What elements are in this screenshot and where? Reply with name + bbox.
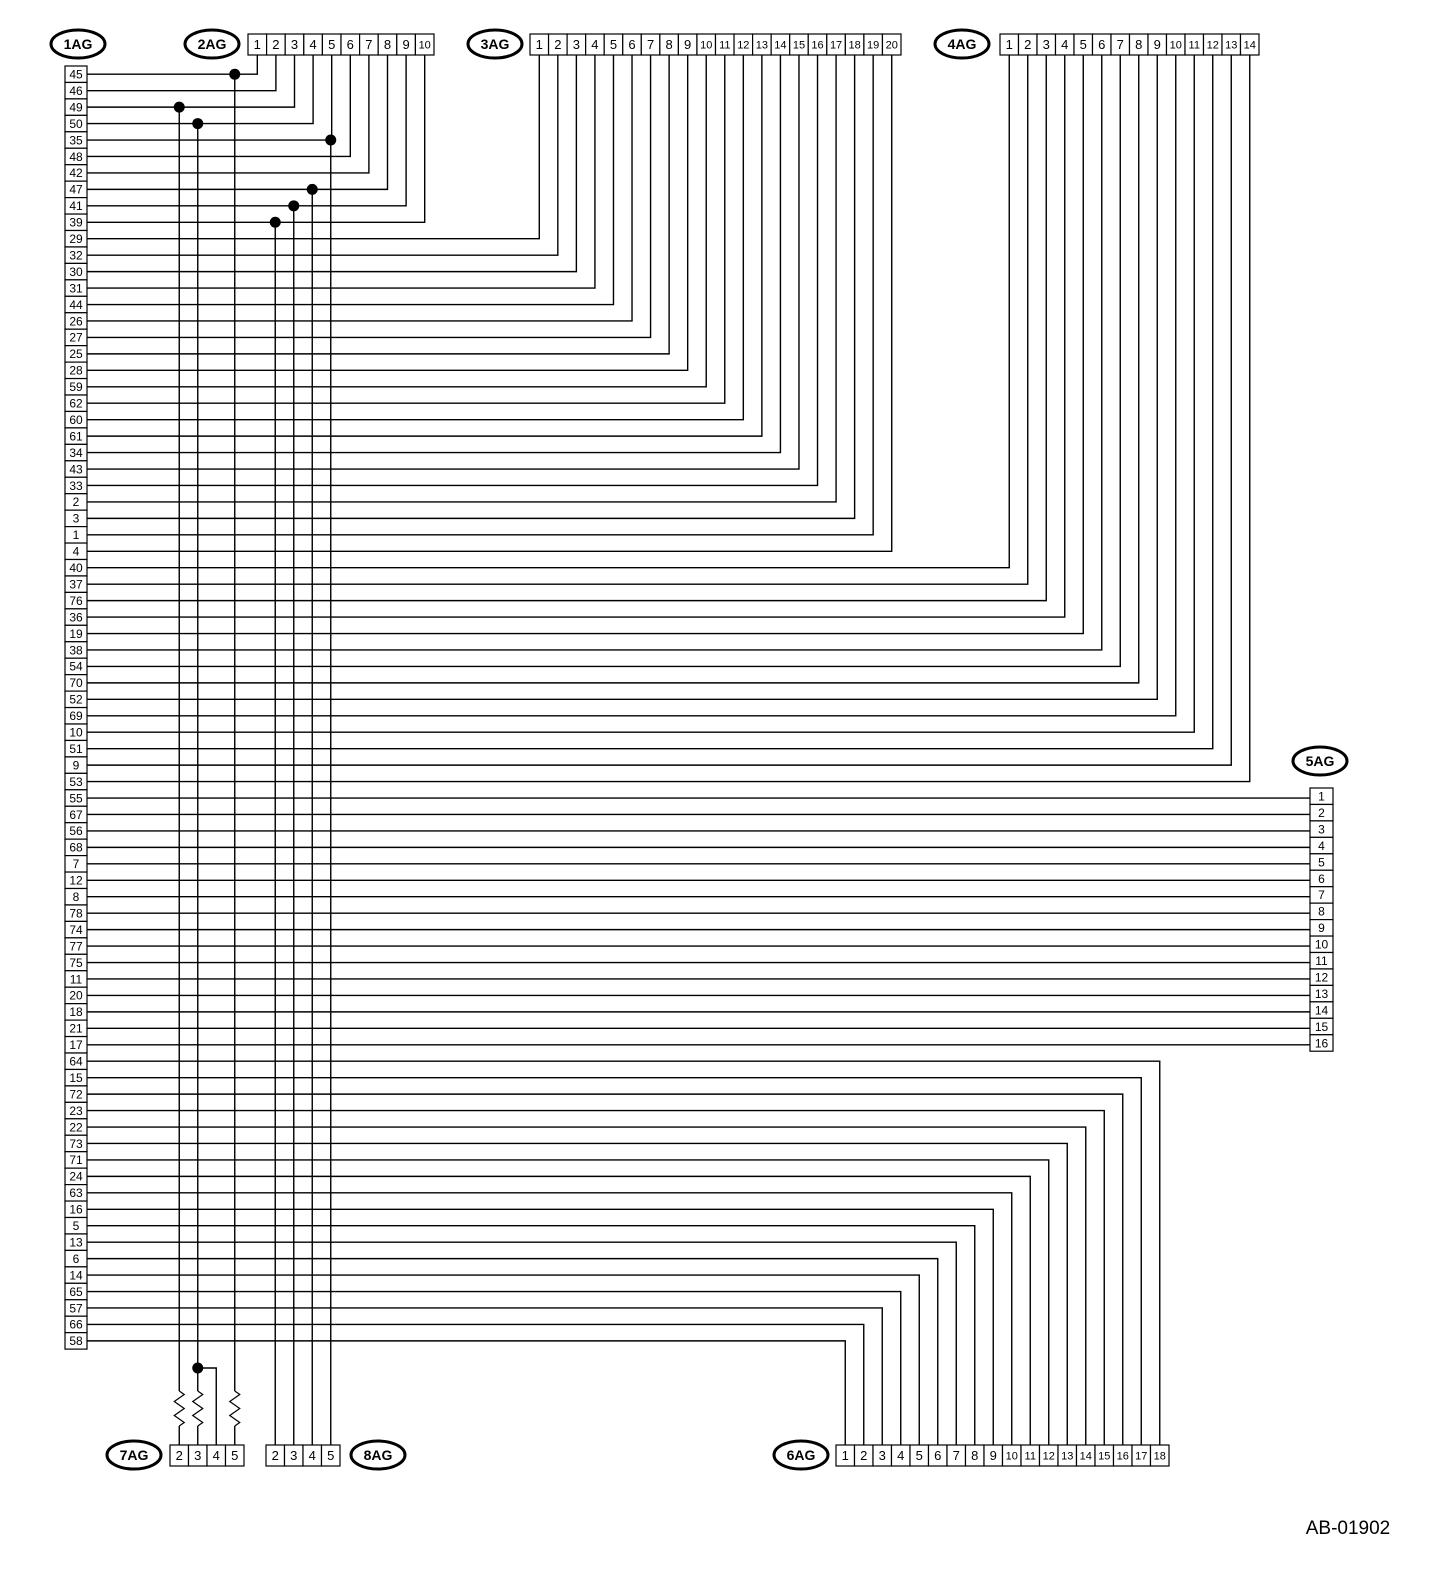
wire-1ag-57-6ag-3	[87, 1308, 882, 1445]
8ag-pin-5: 5	[327, 1448, 335, 1464]
3ag-pin-14: 14	[774, 39, 787, 52]
1ag-pin-19: 19	[69, 626, 83, 641]
wire-1ag-9-4ag-13	[87, 55, 1231, 765]
wire-1ag-16-6ag-9	[87, 1209, 993, 1445]
1ag-pin-66: 66	[69, 1317, 83, 1332]
1ag-pin-60: 60	[69, 412, 83, 427]
4ag-pin-14: 14	[1243, 39, 1256, 52]
5ag-pin-15: 15	[1314, 1019, 1329, 1034]
diagram-id: AB-01902	[1305, 1518, 1391, 1539]
wire-1ag-19-4ag-5	[87, 55, 1083, 634]
junction-dot-8ag-2	[270, 217, 281, 228]
1ag-pin-1: 1	[72, 528, 80, 543]
1ag-pin-37: 37	[69, 577, 83, 592]
1ag-pin-36: 36	[69, 610, 83, 625]
4ag-pin-3: 3	[1042, 37, 1050, 53]
wire-1ag-73-6ag-13	[87, 1143, 1067, 1445]
3ag-label: 3AG	[480, 36, 510, 52]
1ag-pin-77: 77	[69, 939, 83, 954]
wire-1ag-34-3ag-14	[87, 55, 780, 453]
6ag-pin-3: 3	[878, 1448, 886, 1464]
wire-1ag-64-6ag-18	[87, 1061, 1160, 1445]
5ag-pin-16: 16	[1314, 1036, 1329, 1051]
2ag-pin-3: 3	[290, 37, 299, 53]
junction-dot-7ag-4	[192, 1363, 203, 1374]
1ag-pin-51: 51	[69, 741, 83, 756]
6ag-pin-11: 11	[1024, 1450, 1036, 1463]
junction-dot-7ag-2	[174, 102, 185, 113]
4ag-pin-9: 9	[1153, 37, 1161, 53]
1ag-pin-55: 55	[69, 791, 83, 806]
4ag-pin-13: 13	[1225, 39, 1238, 52]
7ag-pin-4: 4	[212, 1448, 220, 1464]
1ag-pin-62: 62	[69, 396, 83, 411]
7ag-pin-5: 5	[231, 1448, 239, 1464]
8ag-pin-4: 4	[308, 1448, 316, 1464]
wire-1ag-4-3ag-20	[87, 55, 892, 551]
1ag-pin-71: 71	[69, 1153, 83, 1168]
1ag-pin-5: 5	[72, 1219, 80, 1234]
1ag-pin-3: 3	[72, 511, 80, 526]
1ag-pin-31: 31	[69, 281, 83, 296]
wire-1ag-60-3ag-12	[87, 55, 743, 420]
1ag-pin-44: 44	[69, 297, 83, 312]
3ag-pin-8: 8	[665, 37, 673, 53]
wire-1ag-25-3ag-8	[87, 55, 669, 354]
4ag-label: 4AG	[947, 36, 977, 52]
6ag-label: 6AG	[786, 1447, 816, 1463]
wire-1ag-39-2ag-10	[87, 55, 425, 222]
1ag-pin-45: 45	[69, 67, 83, 82]
1ag-pin-76: 76	[69, 593, 83, 608]
5ag-pin-3: 3	[1318, 822, 1325, 837]
junction-dot-8ag-4	[307, 184, 318, 195]
6ag-pin-12: 12	[1042, 1450, 1055, 1463]
4ag-pin-10: 10	[1169, 39, 1182, 52]
1ag-pin-57: 57	[69, 1301, 83, 1316]
junction-dot-8ag-3	[288, 200, 299, 211]
wire-1ag-63-6ag-10	[87, 1193, 1012, 1445]
6ag-pin-2: 2	[860, 1448, 868, 1464]
4ag-pin-7: 7	[1116, 37, 1124, 53]
1ag-pin-72: 72	[69, 1087, 83, 1102]
1ag-pin-43: 43	[69, 462, 83, 477]
resistor-7ag-3	[193, 1391, 203, 1426]
3ag-pin-2: 2	[554, 37, 562, 53]
1ag-pin-56: 56	[69, 824, 83, 839]
3ag-pin-13: 13	[755, 39, 768, 52]
6ag-pin-13: 13	[1061, 1450, 1074, 1463]
wire-1ag-6-6ag-6	[87, 1259, 938, 1445]
6ag-pin-17: 17	[1135, 1450, 1148, 1463]
8ag-label: 8AG	[363, 1447, 393, 1463]
5ag-pin-7: 7	[1318, 888, 1325, 903]
1ag-pin-6: 6	[72, 1251, 80, 1266]
1ag-pin-23: 23	[69, 1103, 83, 1118]
wire-1ag-53-4ag-14	[87, 55, 1250, 782]
3ag-pin-5: 5	[609, 37, 618, 53]
1ag-pin-65: 65	[69, 1284, 83, 1299]
1ag-pin-70: 70	[69, 676, 83, 691]
3ag-pin-15: 15	[792, 39, 806, 52]
2ag-pin-5: 5	[328, 37, 336, 53]
6ag-pin-14: 14	[1079, 1450, 1092, 1463]
6ag-pin-1: 1	[841, 1448, 849, 1464]
junction-dot-8ag-5	[325, 135, 336, 146]
wire-1ag-1-3ag-19	[87, 55, 873, 535]
wire-1ag-72-6ag-16	[87, 1094, 1123, 1445]
1ag-pin-38: 38	[69, 643, 83, 658]
4ag-pin-4: 4	[1061, 37, 1069, 53]
wire-1ag-43-3ag-15	[87, 55, 799, 469]
1ag-pin-40: 40	[69, 561, 83, 576]
1ag-pin-63: 63	[69, 1186, 83, 1201]
5ag-pin-5: 5	[1318, 855, 1325, 870]
3ag-pin-20: 20	[885, 39, 898, 52]
3ag-pin-10: 10	[700, 39, 713, 52]
resistor-7ag-5	[230, 1391, 240, 1426]
3ag-pin-12: 12	[737, 39, 750, 52]
5ag-pin-4: 4	[1318, 838, 1325, 853]
5ag-pin-11: 11	[1315, 954, 1328, 969]
1ag-pin-16: 16	[69, 1202, 83, 1217]
junction-dot-7ag-5	[229, 69, 240, 80]
2ag-pin-2: 2	[272, 37, 280, 53]
4ag-pin-2: 2	[1024, 37, 1032, 53]
1ag-pin-41: 41	[69, 199, 83, 214]
wire-1ag-15-6ag-17	[87, 1078, 1141, 1445]
3ag-pin-11: 11	[719, 39, 731, 52]
5ag-pin-13: 13	[1314, 986, 1329, 1001]
1ag-pin-47: 47	[69, 182, 83, 197]
1ag-pin-61: 61	[69, 429, 83, 444]
wire-1ag-13-6ag-7	[87, 1242, 956, 1445]
1ag-pin-50: 50	[69, 116, 83, 131]
1ag-label: 1AG	[63, 36, 93, 52]
1ag-pin-42: 42	[69, 166, 83, 181]
3ag-pin-3: 3	[572, 37, 580, 53]
1ag-pin-22: 22	[69, 1120, 83, 1135]
1ag-pin-27: 27	[69, 330, 83, 345]
wire-1ag-32-3ag-2	[87, 55, 558, 255]
6ag-pin-4: 4	[897, 1448, 905, 1464]
1ag-pin-7: 7	[72, 857, 80, 872]
2ag-pin-6: 6	[346, 37, 354, 53]
1ag-pin-74: 74	[69, 922, 83, 937]
1ag-pin-10: 10	[69, 725, 83, 740]
5ag-pin-12: 12	[1314, 970, 1329, 985]
1ag-pin-69: 69	[69, 709, 83, 724]
wire-1ag-40-4ag-1	[87, 55, 1009, 568]
7ag-pin-3: 3	[194, 1448, 202, 1464]
5ag-pin-10: 10	[1314, 937, 1329, 952]
wire-1ag-31-3ag-4	[87, 55, 595, 288]
2ag-pin-4: 4	[309, 37, 317, 53]
5ag-label: 5AG	[1305, 753, 1335, 769]
3ag-pin-9: 9	[684, 37, 692, 53]
1ag-pin-32: 32	[69, 248, 83, 263]
3ag-pin-4: 4	[591, 37, 599, 53]
1ag-pin-75: 75	[69, 955, 83, 970]
1ag-pin-13: 13	[69, 1235, 83, 1250]
6ag-pin-16: 16	[1116, 1450, 1129, 1463]
1ag-pin-48: 48	[69, 149, 83, 164]
5ag-pin-6: 6	[1318, 871, 1325, 886]
2ag-pin-8: 8	[383, 37, 392, 53]
4ag-pin-11: 11	[1188, 39, 1200, 52]
5ag-pin-2: 2	[1318, 805, 1325, 820]
1ag-pin-35: 35	[69, 133, 83, 148]
1ag-pin-18: 18	[69, 1005, 83, 1020]
1ag-pin-15: 15	[69, 1070, 83, 1085]
3ag-pin-19: 19	[867, 39, 880, 52]
6ag-pin-5: 5	[915, 1448, 923, 1464]
3ag-pin-17: 17	[829, 39, 843, 52]
1ag-pin-29: 29	[69, 232, 83, 247]
1ag-pin-20: 20	[69, 988, 83, 1003]
1ag-pin-39: 39	[69, 215, 83, 230]
connectors-layer	[51, 30, 1347, 1469]
7ag-label: 7AG	[119, 1447, 149, 1463]
wire-1ag-52-4ag-9	[87, 55, 1157, 699]
4ag-pin-1: 1	[1005, 37, 1013, 53]
4ag-pin-12: 12	[1206, 39, 1219, 52]
wire-1ag-49-2ag-3	[87, 55, 295, 107]
1ag-pin-64: 64	[69, 1054, 83, 1069]
4ag-pin-5: 5	[1079, 37, 1087, 53]
6ag-pin-6: 6	[934, 1448, 942, 1464]
4ag-pin-8: 8	[1135, 37, 1143, 53]
wires-layer	[87, 55, 1310, 1445]
3ag-pin-1: 1	[535, 37, 543, 53]
1ag-pin-78: 78	[69, 906, 83, 921]
1ag-pin-49: 49	[69, 100, 83, 115]
1ag-pin-4: 4	[72, 544, 80, 559]
1ag-pin-26: 26	[69, 314, 83, 329]
wire-1ag-24-6ag-11	[87, 1176, 1030, 1445]
wire-1ag-46-2ag-2	[87, 55, 276, 91]
1ag-pin-58: 58	[69, 1334, 83, 1349]
3ag-pin-18: 18	[848, 39, 861, 52]
1ag-pin-54: 54	[69, 659, 83, 674]
1ag-pin-34: 34	[69, 445, 83, 460]
6ag-pin-8: 8	[971, 1448, 979, 1464]
resistor-7ag-2	[174, 1391, 184, 1426]
wire-1ag-50-2ag-4	[87, 55, 313, 124]
wire-1ag-48-2ag-6	[87, 55, 350, 156]
3ag-pin-16: 16	[811, 39, 824, 52]
2ag-label: 2AG	[197, 36, 227, 52]
5ag-pin-8: 8	[1318, 904, 1325, 919]
6ag-pin-7: 7	[952, 1448, 960, 1464]
6ag-pin-9: 9	[989, 1448, 997, 1464]
wire-1ag-42-2ag-7	[87, 55, 369, 173]
2ag-pin-10: 10	[418, 39, 431, 52]
1ag-pin-67: 67	[69, 807, 83, 822]
1ag-pin-59: 59	[69, 380, 83, 395]
1ag-pin-8: 8	[72, 890, 80, 905]
2ag-pin-7: 7	[365, 37, 373, 53]
wire-1ag-22-6ag-14	[87, 1127, 1086, 1445]
1ag-pin-52: 52	[69, 692, 83, 707]
1ag-pin-21: 21	[69, 1021, 83, 1036]
5ag-pin-1: 1	[1318, 789, 1325, 804]
wire-1ag-66-6ag-2	[87, 1324, 864, 1445]
wire-1ag-41-2ag-9	[87, 55, 406, 206]
6ag-pin-15: 15	[1098, 1450, 1111, 1463]
8ag-pin-3: 3	[290, 1448, 298, 1464]
2ag-pin-9: 9	[402, 37, 410, 53]
3ag-pin-6: 6	[628, 37, 636, 53]
wire-1ag-14-6ag-5	[87, 1275, 919, 1445]
5ag-pin-9: 9	[1318, 921, 1325, 936]
1ag-pin-17: 17	[69, 1038, 83, 1053]
1ag-pin-25: 25	[69, 347, 83, 362]
1ag-pin-68: 68	[69, 840, 83, 855]
1ag-pin-24: 24	[69, 1169, 83, 1184]
1ag-pin-46: 46	[69, 83, 83, 98]
6ag-pin-10: 10	[1005, 1450, 1018, 1463]
1ag-pin-30: 30	[69, 264, 83, 279]
1ag-pin-11: 11	[69, 972, 83, 987]
1ag-pin-2: 2	[72, 495, 80, 510]
1ag-pin-73: 73	[69, 1136, 83, 1151]
1ag-pin-9: 9	[72, 758, 80, 773]
8ag-pin-2: 2	[271, 1448, 279, 1464]
6ag-pin-18: 18	[1153, 1450, 1166, 1463]
7ag-pin-2: 2	[175, 1448, 183, 1464]
junction-dot-7ag-3	[192, 118, 203, 129]
3ag-pin-7: 7	[646, 37, 655, 53]
2ag-pin-1: 1	[253, 37, 261, 53]
wire-1ag-54-4ag-7	[87, 55, 1120, 666]
4ag-pin-6: 6	[1098, 37, 1106, 53]
1ag-pin-28: 28	[69, 363, 83, 378]
5ag-pin-14: 14	[1314, 1003, 1329, 1018]
1ag-pin-14: 14	[69, 1268, 83, 1283]
1ag-pin-12: 12	[69, 873, 83, 888]
wire-1ag-26-3ag-6	[87, 55, 632, 321]
1ag-pin-53: 53	[69, 774, 83, 789]
1ag-pin-33: 33	[69, 478, 83, 493]
